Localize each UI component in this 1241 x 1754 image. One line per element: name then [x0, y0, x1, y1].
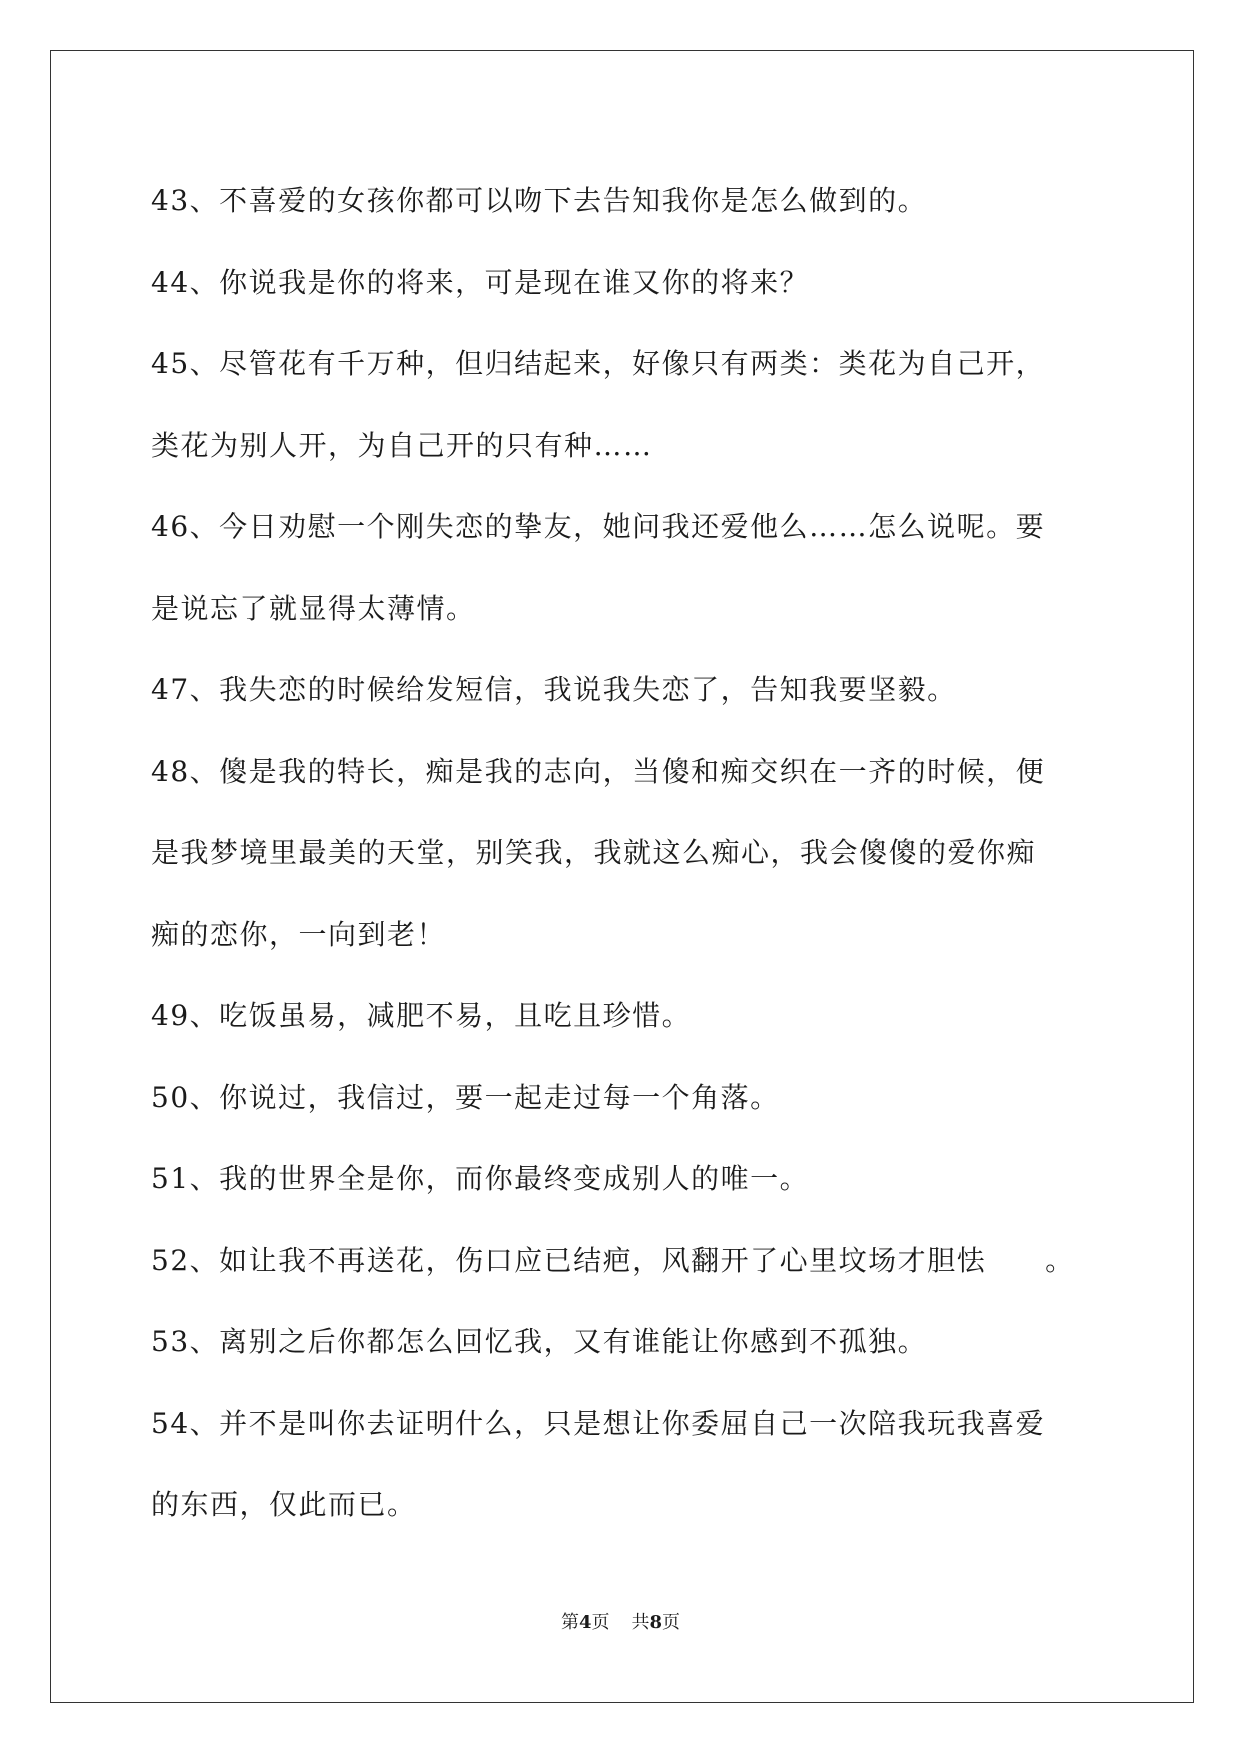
- text-line: 类花为别人开，为自己开的只有种……: [151, 428, 653, 462]
- text-line: 51、我的世界全是你，而你最终变成别人的唯一。: [151, 1162, 810, 1195]
- text-line: 是说忘了就显得太薄情。: [151, 591, 476, 625]
- current-page-number: 4: [578, 1612, 592, 1633]
- text-line: 53、离别之后你都怎么回忆我，又有谁能让你感到不孤独。: [151, 1325, 928, 1358]
- text-line: 54、并不是叫你去证明什么，只是想让你委屈自己一次陪我玩我喜爱: [151, 1406, 1046, 1440]
- footer-page-suffix: 页: [591, 1612, 610, 1633]
- text-line: 45、尽管花有千万种，但归结起来，好像只有两类：类花为自己开，: [151, 347, 1046, 380]
- text-line: 43、不喜爱的女孩你都可以吻下去告知我你是怎么做到的。: [151, 184, 928, 217]
- text-line: 是我梦境里最美的天堂，别笑我，我就这么痴心，我会傻傻的爱你痴: [151, 836, 1037, 869]
- text-line: 44、你说我是你的将来，可是现在谁又你的将来？: [151, 265, 810, 299]
- text-line: 52、如让我不再送花，伤口应已结疤，风翻开了心里坟场才胆怯 。: [151, 1243, 1075, 1277]
- footer-total-prefix: 共: [631, 1612, 650, 1633]
- document-body: [151, 160, 1091, 1546]
- total-page-number: 8: [649, 1612, 663, 1633]
- text-line: 46、今日劝慰一个刚失恋的挚友，她问我还爱他么……怎么说呢。要: [151, 510, 1046, 543]
- text-line: 47、我失恋的时候给发短信，我说我失恋了，告知我要坚毅。: [151, 673, 957, 706]
- text-line: 的东西，仅此而已。: [151, 1488, 417, 1521]
- text-line: 48、傻是我的特长，痴是我的志向，当傻和痴交织在一齐的时候，便: [151, 754, 1046, 788]
- text-line: 50、你说过，我信过，要一起走过每一个角落。: [151, 1080, 780, 1114]
- footer-total-suffix: 页: [662, 1612, 681, 1633]
- text-line: 49、吃饭虽易，减肥不易，且吃且珍惜。: [151, 999, 692, 1032]
- text-line: 痴的恋你，一向到老！: [151, 917, 447, 951]
- page-footer: [0, 1608, 1241, 1634]
- footer-prefix: 第: [560, 1612, 579, 1633]
